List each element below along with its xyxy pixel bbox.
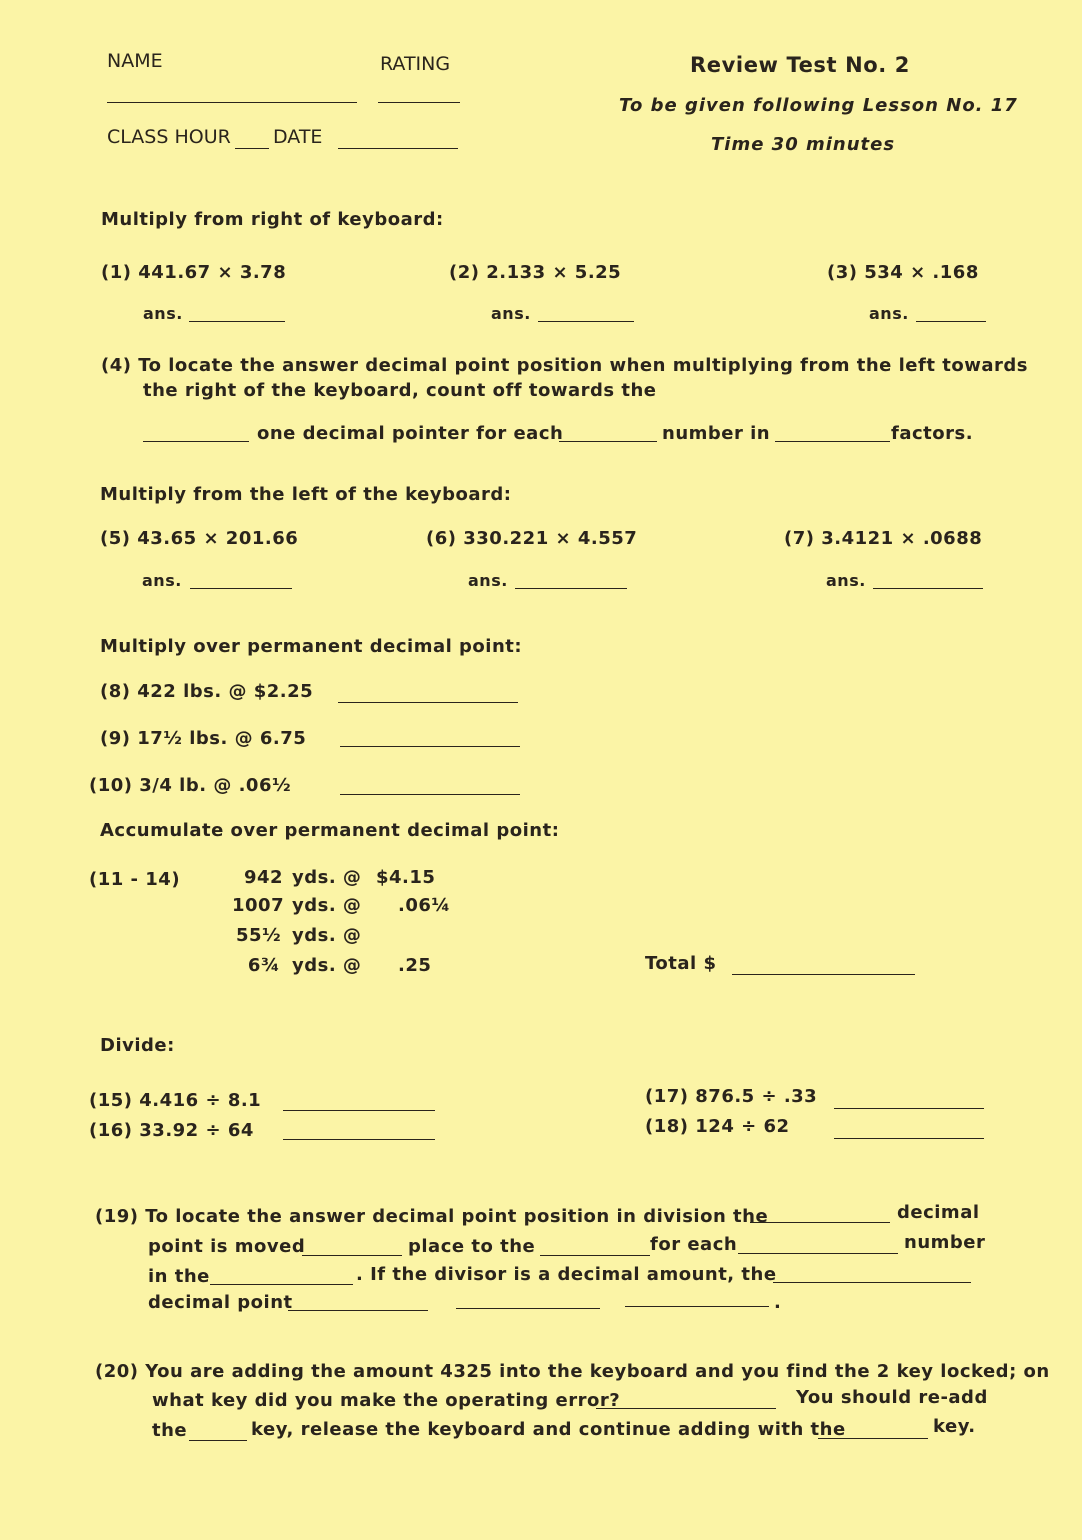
answer-label-7: ans.: [826, 571, 866, 590]
q19-decimal-point: decimal point: [148, 1292, 293, 1313]
answer-label-2: ans.: [491, 304, 531, 323]
answer-label-1: ans.: [143, 304, 183, 323]
date-blank[interactable]: [338, 148, 458, 149]
q20-key: key.: [933, 1416, 976, 1437]
qty-row-4: 6¾: [247, 955, 280, 976]
q19-place-to-the: place to the: [408, 1236, 536, 1257]
problem-9: (9) 17½ lbs. @ 6.75: [100, 728, 307, 749]
q19-blank-4[interactable]: [738, 1253, 898, 1254]
q19-blank-6[interactable]: [773, 1282, 971, 1283]
question-4-line1: (4) To locate the answer decimal point position when multiplying from the left towards: [101, 355, 1028, 376]
q20-blank-3[interactable]: [818, 1438, 928, 1439]
q19-if-divisor: . If the divisor is a decimal amount, the: [356, 1264, 777, 1285]
unit-row-4: yds. @: [292, 955, 362, 976]
total-label: Total $: [645, 953, 717, 974]
qty-row-1: 942: [244, 867, 284, 888]
q19-blank-7[interactable]: [288, 1310, 428, 1311]
q19-in-the: in the: [148, 1266, 210, 1287]
test-subtitle: To be given following Lesson No. 17: [619, 95, 1018, 116]
problem-7: (7) 3.4121 × .0688: [784, 528, 983, 549]
rating-label: RATING: [380, 53, 451, 75]
q19-blank-1[interactable]: [750, 1222, 890, 1223]
q19-for-each: for each: [650, 1234, 738, 1255]
q20-re-add: You should re-add: [796, 1387, 988, 1408]
answer-blank-9[interactable]: [340, 746, 520, 747]
q4-blank-2[interactable]: [559, 441, 657, 442]
q19-blank-9[interactable]: [625, 1306, 769, 1307]
answer-blank-17[interactable]: [834, 1108, 984, 1109]
q19-blank-2[interactable]: [302, 1255, 402, 1256]
unit-row-2: yds. @: [292, 895, 362, 916]
test-title: Review Test No. 2: [690, 53, 910, 77]
q19-blank-5[interactable]: [210, 1284, 353, 1285]
q20-release: key, release the keyboard and continue adding with the: [251, 1419, 846, 1440]
answer-blank-1[interactable]: [189, 321, 285, 322]
problem-16: (16) 33.92 ÷ 64: [89, 1120, 254, 1141]
name-blank[interactable]: [107, 102, 357, 103]
q19-blank-3[interactable]: [540, 1255, 650, 1256]
section-heading-accumulate: Accumulate over permanent decimal point:: [100, 820, 560, 841]
section-heading-multiply-left: Multiply from the left of the keyboard:: [100, 484, 512, 505]
q4-part-c: factors.: [891, 423, 974, 444]
problem-6: (6) 330.221 × 4.557: [426, 528, 638, 549]
q20-blank-2[interactable]: [189, 1440, 247, 1441]
answer-blank-10[interactable]: [340, 794, 520, 795]
q19-period: .: [774, 1292, 782, 1313]
price-row-2: .06¼: [398, 895, 451, 916]
q20-line1: (20) You are adding the amount 4325 into the keyboard and you find the 2 key locked; on: [95, 1361, 1050, 1382]
q20-the: the: [152, 1420, 188, 1441]
q19-decimal: decimal: [897, 1202, 980, 1223]
qty-row-2: 1007: [232, 895, 285, 916]
problem-15: (15) 4.416 ÷ 8.1: [89, 1090, 262, 1111]
price-row-1: $4.15: [376, 867, 436, 888]
q19-number: number: [904, 1232, 986, 1253]
class-hour-blank[interactable]: [235, 148, 269, 149]
unit-row-1: yds. @: [292, 867, 362, 888]
q20-blank-1[interactable]: [596, 1408, 776, 1409]
answer-blank-2[interactable]: [538, 321, 634, 322]
problem-2: (2) 2.133 × 5.25: [449, 262, 622, 283]
section-heading-divide: Divide:: [100, 1035, 175, 1056]
answer-blank-6[interactable]: [515, 588, 627, 589]
answer-label-5: ans.: [142, 571, 182, 590]
answer-blank-15[interactable]: [283, 1110, 435, 1111]
total-blank[interactable]: [732, 974, 915, 975]
qty-row-3: 55½: [236, 925, 282, 946]
q19-blank-8[interactable]: [456, 1308, 600, 1309]
q19-point-moved: point is moved: [148, 1236, 306, 1257]
answer-blank-8[interactable]: [338, 702, 518, 703]
q4-part-a: one decimal pointer for each: [257, 423, 564, 444]
time-limit: Time 30 minutes: [711, 134, 896, 155]
question-4-line2: the right of the keyboard, count off towards the: [143, 380, 657, 401]
q19-line1: (19) To locate the answer decimal point position in division the: [95, 1206, 769, 1227]
section-heading-permanent-decimal: Multiply over permanent decimal point:: [100, 636, 523, 657]
q20-line2: what key did you make the operating error?: [152, 1390, 621, 1411]
problem-5: (5) 43.65 × 201.66: [100, 528, 299, 549]
name-label: NAME: [107, 50, 163, 72]
unit-row-3: yds. @: [292, 925, 362, 946]
rating-blank[interactable]: [378, 102, 460, 103]
answer-blank-3[interactable]: [916, 321, 986, 322]
problem-11-14-label: (11 - 14): [89, 869, 181, 890]
problem-18: (18) 124 ÷ 62: [645, 1116, 790, 1137]
price-row-4: .25: [398, 955, 432, 976]
answer-label-3: ans.: [869, 304, 909, 323]
q4-blank-3[interactable]: [775, 441, 890, 442]
problem-10: (10) 3/4 lb. @ .06½: [89, 775, 292, 796]
answer-blank-5[interactable]: [190, 588, 292, 589]
answer-label-6: ans.: [468, 571, 508, 590]
answer-blank-18[interactable]: [834, 1138, 984, 1139]
q4-part-b: number in: [662, 423, 771, 444]
problem-8: (8) 422 lbs. @ $2.25: [100, 681, 314, 702]
problem-1: (1) 441.67 × 3.78: [101, 262, 287, 283]
problem-3: (3) 534 × .168: [827, 262, 979, 283]
answer-blank-7[interactable]: [873, 588, 983, 589]
problem-17: (17) 876.5 ÷ .33: [645, 1086, 818, 1107]
date-label: DATE: [273, 126, 323, 148]
class-hour-label: CLASS HOUR: [107, 126, 231, 148]
q4-blank-1[interactable]: [143, 441, 249, 442]
answer-blank-16[interactable]: [283, 1139, 435, 1140]
section-heading-multiply-right: Multiply from right of keyboard:: [101, 209, 444, 230]
